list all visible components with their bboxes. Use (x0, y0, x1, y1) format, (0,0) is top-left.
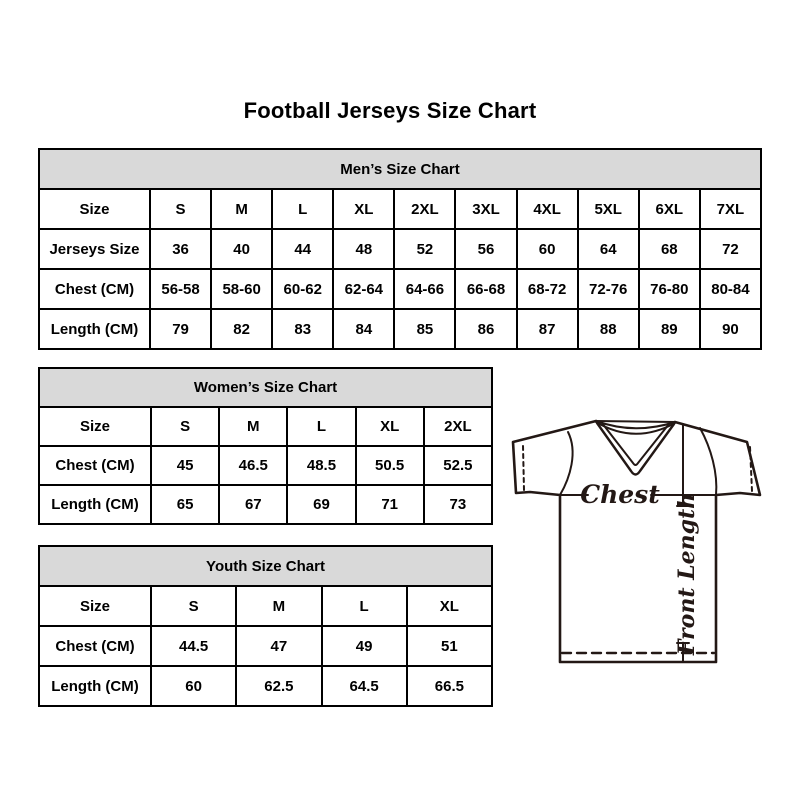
row-label: Chest (CM) (39, 626, 151, 666)
size-cell: 58-60 (211, 269, 272, 309)
size-cell: 89 (639, 309, 700, 349)
size-cell: M (211, 189, 272, 229)
size-cell: 84 (333, 309, 394, 349)
table-header: Youth Size Chart (39, 546, 492, 586)
womens-size-table (38, 367, 493, 525)
table-header-row (39, 546, 492, 586)
row-label: Chest (CM) (39, 446, 151, 485)
size-cell: 52.5 (424, 446, 492, 485)
row-label: Jerseys Size (39, 229, 150, 269)
size-cell: 56 (455, 229, 516, 269)
size-cell: 52 (394, 229, 455, 269)
youth-size-table (38, 545, 493, 707)
table-row (39, 666, 492, 706)
size-cell: 60 (151, 666, 236, 706)
size-cell: 44 (272, 229, 333, 269)
size-cell: 64-66 (394, 269, 455, 309)
size-cell: 90 (700, 309, 761, 349)
size-cell: 79 (150, 309, 211, 349)
size-cell: 46.5 (219, 446, 287, 485)
table-row (39, 485, 492, 524)
size-cell: 2XL (394, 189, 455, 229)
table-row (39, 446, 492, 485)
row-label: Size (39, 586, 151, 626)
size-cell: 76-80 (639, 269, 700, 309)
size-cell: L (287, 407, 355, 446)
table-header: Women’s Size Chart (39, 368, 492, 407)
size-cell: 83 (272, 309, 333, 349)
row-label: Chest (CM) (39, 269, 150, 309)
size-cell: 68 (639, 229, 700, 269)
size-cell: 45 (151, 446, 219, 485)
size-cell: 62.5 (236, 666, 321, 706)
left-cuff-stitch (523, 446, 524, 490)
size-cell: 85 (394, 309, 455, 349)
table-row (39, 189, 761, 229)
size-cell: 36 (150, 229, 211, 269)
size-cell: 49 (322, 626, 407, 666)
size-cell: 72-76 (578, 269, 639, 309)
front-length-label: Front Length (674, 492, 700, 656)
table-row (39, 586, 492, 626)
size-cell: 62-64 (333, 269, 394, 309)
row-label: Size (39, 189, 150, 229)
size-cell: L (272, 189, 333, 229)
size-cell: 5XL (578, 189, 639, 229)
row-label: Length (CM) (39, 485, 151, 524)
size-cell: 66.5 (407, 666, 492, 706)
size-cell: 60 (517, 229, 578, 269)
size-cell: 3XL (455, 189, 516, 229)
jersey-outline (513, 421, 760, 662)
size-cell: 64.5 (322, 666, 407, 706)
table-row (39, 309, 761, 349)
table-row (39, 229, 761, 269)
page-title: Football Jerseys Size Chart (243, 98, 537, 123)
size-cell: 6XL (639, 189, 700, 229)
size-cell: 7XL (700, 189, 761, 229)
size-cell: 71 (356, 485, 424, 524)
row-label: Length (CM) (39, 309, 150, 349)
size-cell: 40 (211, 229, 272, 269)
size-cell: 44.5 (151, 626, 236, 666)
size-cell: M (219, 407, 287, 446)
size-cell: 56-58 (150, 269, 211, 309)
size-cell: 80-84 (700, 269, 761, 309)
table-row (39, 407, 492, 446)
size-cell: 2XL (424, 407, 492, 446)
size-cell: XL (333, 189, 394, 229)
row-label: Length (CM) (39, 666, 151, 706)
size-cell: XL (407, 586, 492, 626)
table-row (39, 626, 492, 666)
size-cell: 73 (424, 485, 492, 524)
size-cell: 4XL (517, 189, 578, 229)
table-header-row (39, 368, 492, 407)
table-header-row (39, 149, 761, 189)
size-cell: 67 (219, 485, 287, 524)
size-cell: 66-68 (455, 269, 516, 309)
jersey-diagram-svg (498, 410, 768, 668)
size-cell: 60-62 (272, 269, 333, 309)
size-cell: 50.5 (356, 446, 424, 485)
size-cell: S (151, 407, 219, 446)
size-cell: 88 (578, 309, 639, 349)
table-row (39, 269, 761, 309)
size-cell: 64 (578, 229, 639, 269)
table-header: Men’s Size Chart (39, 149, 761, 189)
size-cell: S (151, 586, 236, 626)
size-cell: L (322, 586, 407, 626)
left-armhole-seam (560, 432, 573, 495)
mens-size-table (38, 148, 762, 350)
size-cell: S (150, 189, 211, 229)
size-cell: 48.5 (287, 446, 355, 485)
size-cell: 86 (455, 309, 516, 349)
size-cell: 68-72 (517, 269, 578, 309)
size-cell: 65 (151, 485, 219, 524)
chest-label: Chest (580, 480, 660, 509)
right-armhole-seam (700, 428, 716, 495)
jersey-measurement-diagram (498, 410, 768, 668)
size-cell: 87 (517, 309, 578, 349)
size-cell: M (236, 586, 321, 626)
size-cell: 48 (333, 229, 394, 269)
size-cell: 47 (236, 626, 321, 666)
size-cell: 51 (407, 626, 492, 666)
size-cell: 72 (700, 229, 761, 269)
size-cell: 69 (287, 485, 355, 524)
size-cell: 82 (211, 309, 272, 349)
collar-top-line (596, 421, 675, 422)
row-label: Size (39, 407, 151, 446)
size-cell: XL (356, 407, 424, 446)
